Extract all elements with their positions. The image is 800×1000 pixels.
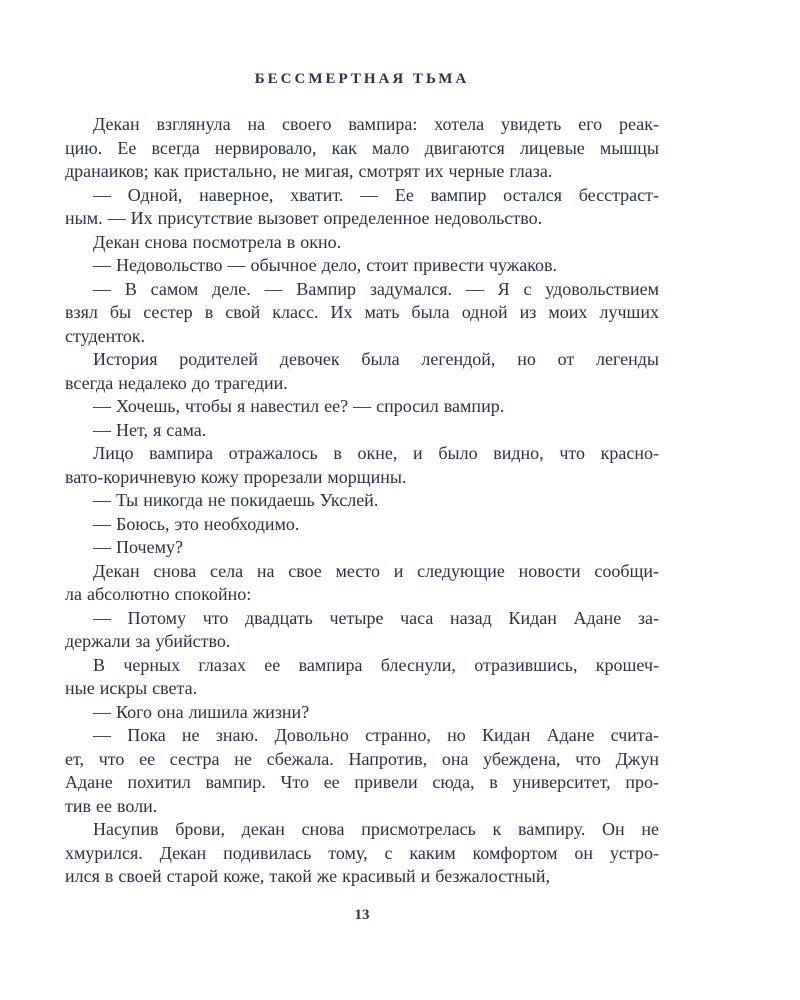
- text-line: ет, что ее сестра не сбежала. Напротив, она убеждена, что Джун: [65, 748, 659, 769]
- text-line: — Нет, я сама.: [93, 419, 207, 440]
- text-line: Декан снова посмотрела в окно.: [93, 231, 342, 252]
- text-line: — Почему?: [93, 537, 183, 557]
- text-line: вато-коричневую кожу прорезали морщины.: [65, 466, 407, 487]
- text-line: Насупив брови, декан снова присмотрелась к вампиру. Он не: [93, 819, 659, 839]
- paragraph: [65, 701, 659, 725]
- text-line: всегда недалеко до трагедии.: [65, 372, 288, 393]
- text-line: цию. Ее всегда нервировало, как мало двигаются лицевые мышцы: [65, 137, 659, 158]
- text-line: держали за убийство.: [65, 631, 231, 651]
- text-line: хмурился. Декан подивилась тому, с каким комфортом он устро-: [65, 842, 659, 863]
- text-line: — Недовольство — обычное дело, стоит привести чужаков.: [93, 255, 558, 275]
- paragraph: [65, 278, 659, 349]
- text-line: — Кого она лишила жизни?: [93, 701, 310, 722]
- paragraph: [65, 419, 659, 443]
- text-line: ла абсолютно спокойно:: [65, 584, 252, 604]
- paragraph: [65, 442, 659, 489]
- text-line: — Потому что двадцать четыре часа назад Кидан Адане за-: [93, 607, 659, 628]
- text-line: Декан взглянула на своего вампира: хотела увидеть его реак-: [93, 114, 659, 134]
- text-line: — Боюсь, это необходимо.: [93, 513, 300, 534]
- text-line: — Одной, наверное, хватит. — Ее вампир остался бесстраст-: [93, 184, 659, 205]
- paragraph: [65, 654, 659, 701]
- text-line: студенток.: [65, 325, 146, 346]
- page-number: 13: [354, 907, 370, 923]
- text-line: В черных глазах ее вампира блеснули, отразившись, крошеч-: [93, 654, 659, 675]
- text-line: Лицо вампира отражалось в окне, и было видно, что красно-: [93, 443, 659, 463]
- paragraph: [65, 184, 659, 231]
- paragraph: [65, 231, 659, 255]
- paragraph: [65, 607, 659, 654]
- text-line: тив ее воли.: [65, 795, 158, 816]
- paragraph: [65, 513, 659, 537]
- paragraph: [65, 724, 659, 818]
- paragraph: [65, 254, 659, 278]
- paragraph: [65, 818, 659, 889]
- text-line: — В самом деле. — Вампир задумался. — Я с удовольствием: [93, 278, 659, 299]
- text-line: Адане похитил вампир. Что ее привели сюда, в университет, про-: [65, 772, 659, 792]
- paragraph: [65, 395, 659, 419]
- text-line: — Ты никогда не покидаешь Укслей.: [93, 490, 379, 510]
- text-line: История родителей девочек была легендой, но от легенды: [93, 349, 659, 369]
- text-line: ным. — Их присутствие вызовет определенное недовольство.: [65, 208, 543, 228]
- paragraph: [65, 489, 659, 513]
- text-line: Декан снова села на свое место и следующие новости сообщи-: [93, 560, 659, 581]
- paragraph: [65, 348, 659, 395]
- text-line: дранаиков; как пристально, не мигая, смотрят их черные глаза.: [65, 161, 553, 181]
- text-line: ные искры света.: [65, 678, 198, 698]
- paragraph: [65, 536, 659, 560]
- text-line: ился в своей старой коже, такой же красивый и безжалостный,: [65, 866, 550, 886]
- paragraph: [65, 113, 659, 184]
- text-line: — Хочешь, чтобы я навестил ее? — спросил вампир.: [93, 396, 505, 416]
- body-text: [65, 113, 659, 889]
- text-line: — Пока не знаю. Довольно странно, но Кидан Адане счита-: [93, 725, 659, 745]
- running-header: БЕССМЕРТНАЯ ТЬМА: [254, 71, 470, 87]
- text-line: взял бы сестер в свой класс. Их мать была одной из моих лучших: [65, 302, 659, 322]
- paragraph: [65, 560, 659, 607]
